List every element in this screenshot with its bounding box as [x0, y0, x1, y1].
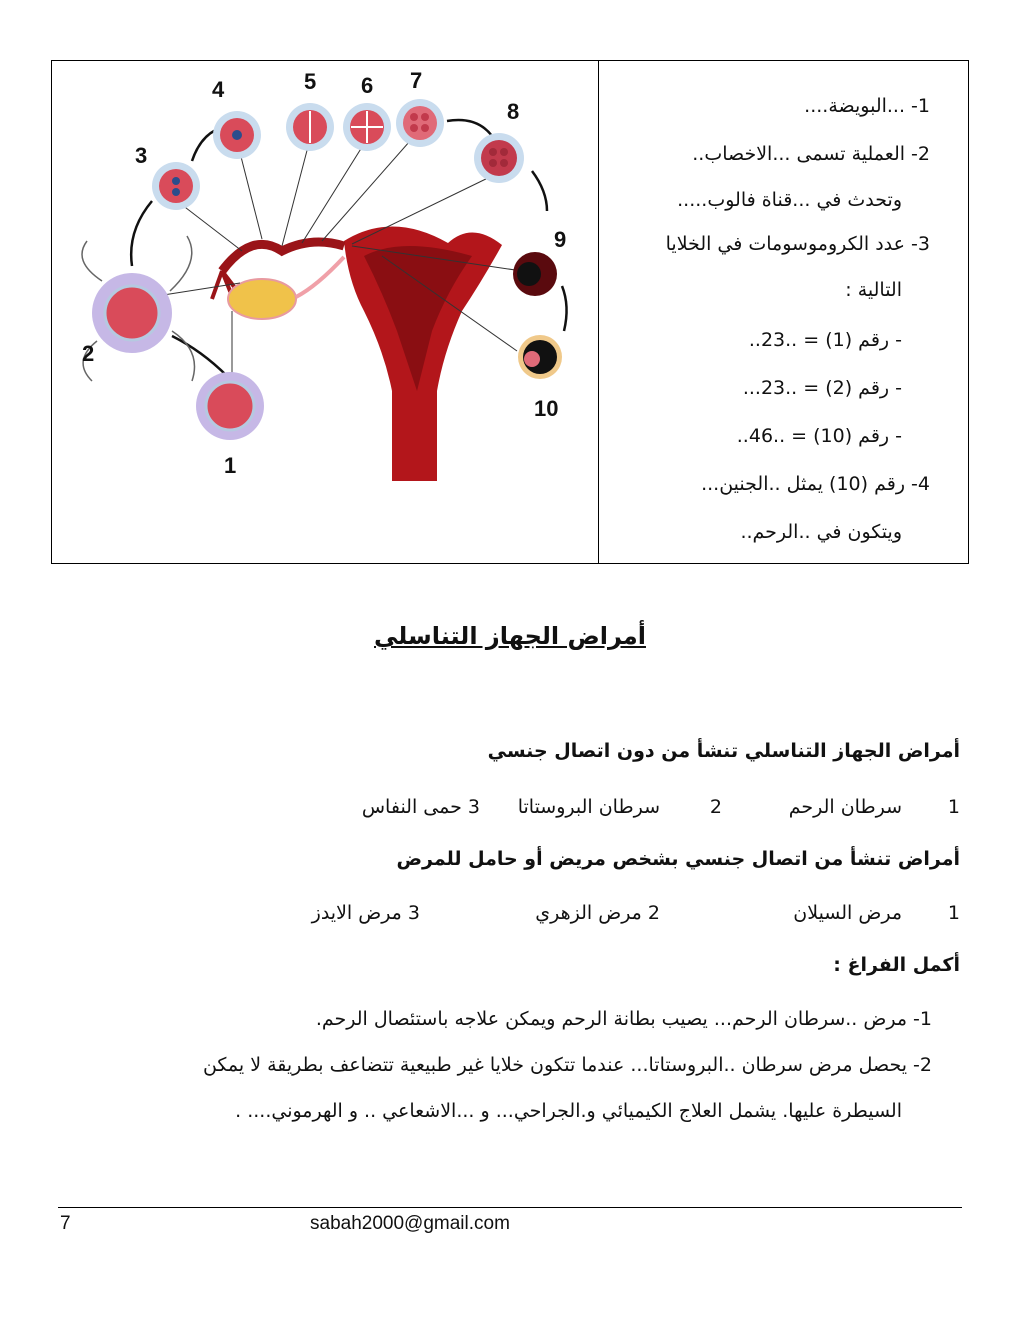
fill-line-2: 2- يحصل مرض سرطان ..البروستاتا... عندما تتكون خلايا غير طبيعية تتضاعف بطريقة لا يمكن	[202, 1054, 932, 1076]
answer-line: 2- العملية تسمى ...الاخصاب..	[692, 143, 930, 165]
group1-number-1: 1	[947, 796, 960, 818]
cell-4	[213, 111, 261, 159]
label-3: 3	[135, 143, 148, 168]
ovarian-ligament	[296, 257, 344, 297]
group2-heading: أمراض تنشأ من اتصال جنسي بشخص مريض أو حامل للمرض	[396, 848, 960, 870]
worksheet-table	[51, 60, 969, 564]
answer-line: - رقم (10) = ..46..	[736, 425, 902, 447]
label-10: 10	[534, 396, 559, 421]
group1-item-3: 3 حمى النفاس	[361, 796, 480, 818]
cell-9	[513, 252, 557, 296]
cell-1	[196, 372, 264, 440]
answer-line: ويتكون في ..الرحم..	[740, 521, 902, 543]
fill-line-3: السيطرة عليها. يشمل العلاج الكيميائي و.الجراحي... و ...الاشعاعي .. و الهرموني.... .	[235, 1100, 902, 1122]
group1-item-2: سرطان البروستاتا	[517, 796, 660, 818]
group1-heading: أمراض الجهاز التناسلي تنشأ من دون اتصال جنسي	[487, 740, 960, 762]
label-5: 5	[304, 69, 317, 94]
label-1: 1	[224, 453, 237, 478]
label-7: 7	[410, 68, 423, 93]
group2-number-1: 1	[947, 902, 960, 924]
section-title: أمراض الجهاز التناسلي	[374, 622, 646, 650]
fallopian-tube	[222, 242, 344, 271]
fertilization-diagram	[52, 61, 598, 563]
answer-line: وتحدث في ...قناة فالوب.....	[677, 189, 902, 211]
answer-line: - رقم (1) = ..23..	[748, 329, 902, 351]
group2-item-2: 2 مرض الزهري	[535, 902, 660, 924]
footer-divider	[58, 1207, 962, 1208]
label-9: 9	[554, 227, 567, 252]
answers-column	[600, 61, 968, 563]
cell-2	[82, 236, 195, 381]
label-4: 4	[212, 77, 225, 102]
answer-line: 3- عدد الكروموسومات في الخلايا	[665, 233, 930, 255]
group2-item-3: 3 مرض الايدز	[311, 902, 420, 924]
cell-10	[518, 335, 562, 379]
answer-line: التالية :	[845, 279, 902, 301]
group1-item-1: سرطان الرحم	[788, 796, 902, 818]
fill-heading: أكمل الفراغ :	[833, 954, 960, 976]
group2-item-1: مرض السيلان	[793, 902, 902, 924]
table-divider	[598, 61, 599, 563]
label-8: 8	[507, 99, 520, 124]
fill-line-1: 1- مرض ..سرطان الرحم... يصيب بطانة الرحم ويمكن علاجه باستئصال الرحم.	[315, 1008, 932, 1030]
label-6: 6	[361, 73, 374, 98]
page-number: 7	[60, 1213, 71, 1234]
answer-line: 4- رقم (10) يمثل ..الجنين...	[701, 473, 930, 495]
diagram-svg	[52, 61, 598, 563]
footer-email: sabah2000@gmail.com	[310, 1213, 510, 1234]
label-2: 2	[82, 341, 95, 366]
cell-3	[152, 162, 200, 210]
cell-6	[343, 103, 391, 151]
answer-line: - رقم (2) = ..23...	[742, 377, 902, 399]
cell-8	[474, 133, 524, 183]
ovary	[228, 279, 296, 319]
group1-number-2: 2	[709, 796, 722, 818]
answer-line: 1- ...البويضة....	[804, 95, 930, 117]
cell-5	[286, 103, 334, 151]
cell-7	[396, 99, 444, 147]
